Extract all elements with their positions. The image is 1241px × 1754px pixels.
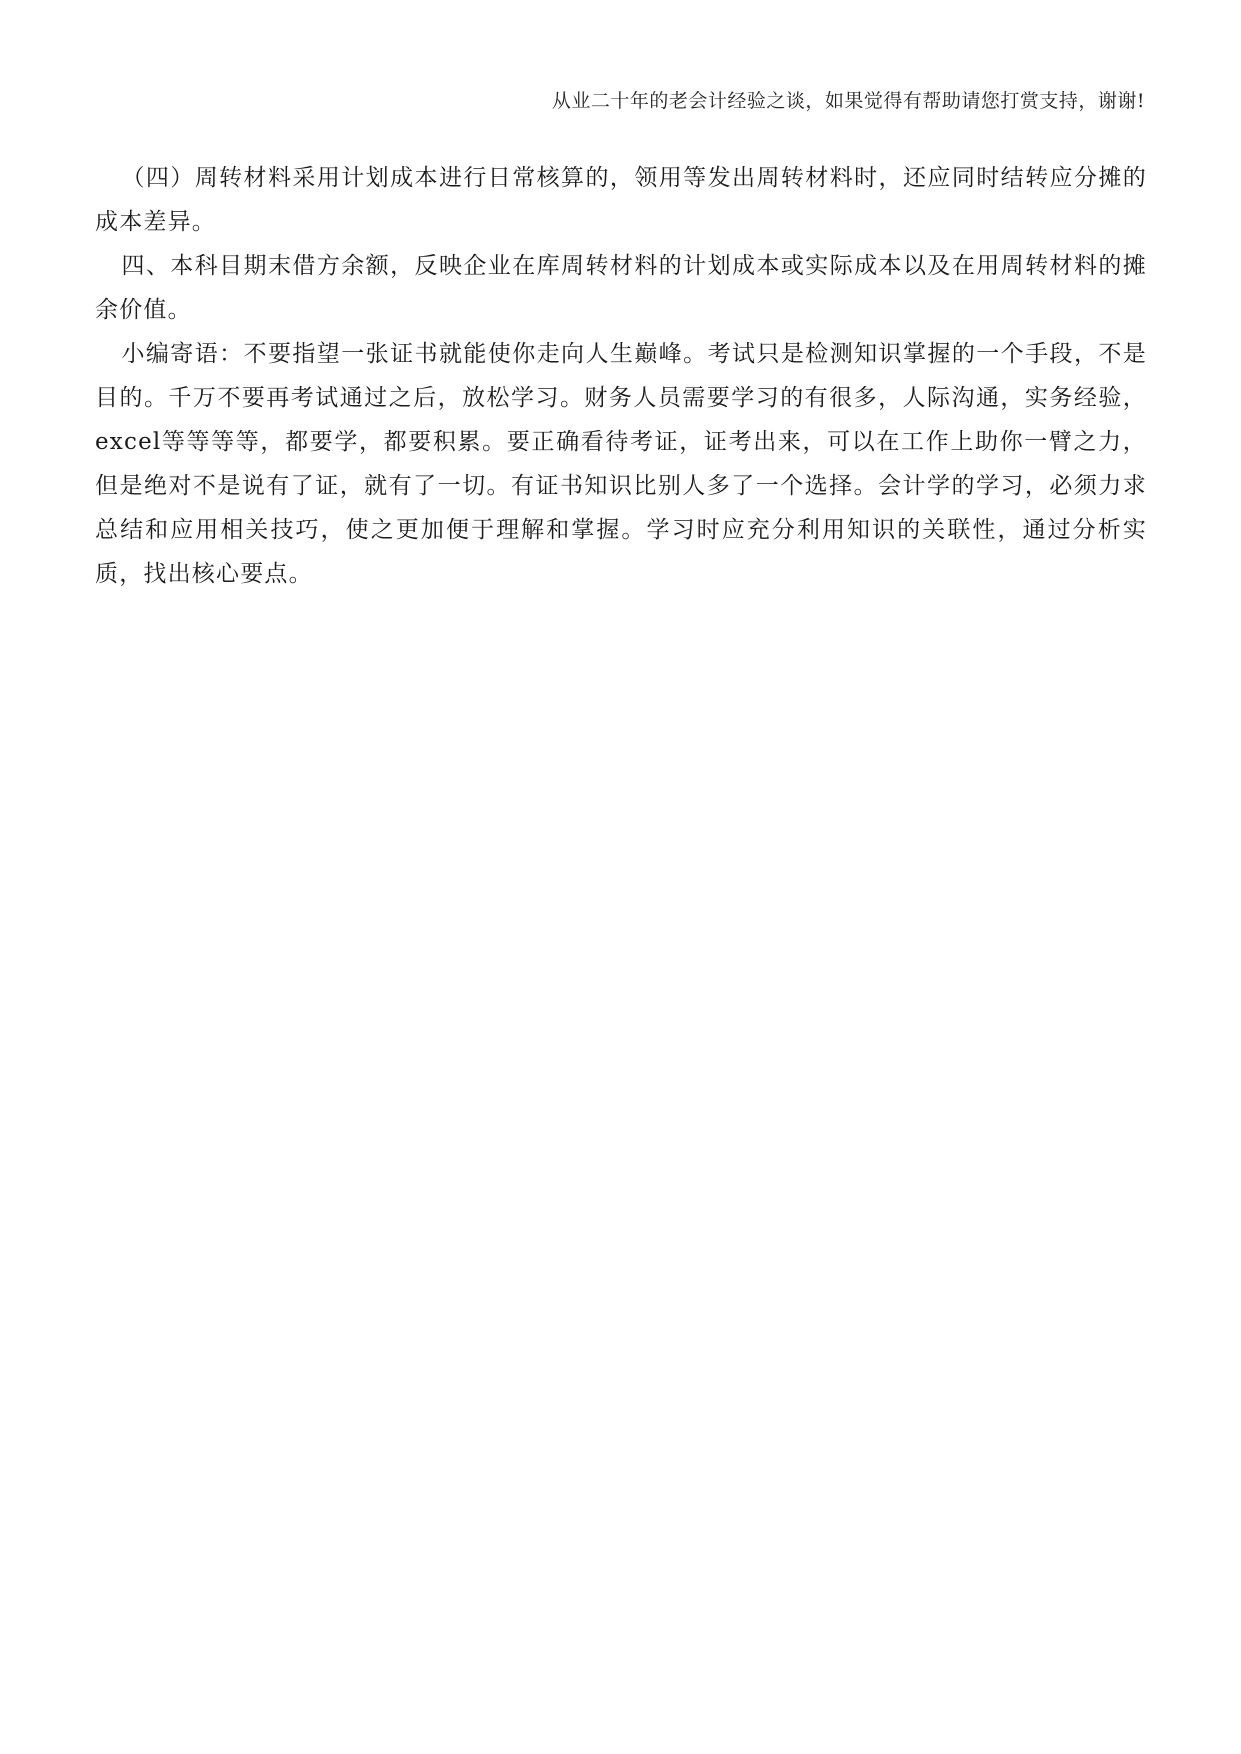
paragraph-editor-note: 小编寄语：不要指望一张证书就能使你走向人生巅峰。考试只是检测知识掌握的一个手段，不是目的。千万不要再考试通过之后，放松学习。财务人员需要学习的有很多，人际沟通，实务经验，excel等等等等，都要学，都要积累。要正确看待考证，证考出来，可以在工作上助你一臂之力，但是绝对不是说有了证，就有了一切。有证书知识比别人多了一个选择。会计学的学习，必须力求总结和应用相关技巧，使之更加便于理解和掌握。学习时应充分利用知识的关联性，通过分析实质，找出核心要点。 bbox=[95, 341, 1147, 587]
paragraph-closing-debit-balance: 四、本科目期末借方余额，反映企业在库周转材料的计划成本或实际成本以及在用周转材料的摊余价值。 bbox=[95, 253, 1147, 323]
paragraph-turnover-material-variance: （四）周转材料采用计划成本进行日常核算的，领用等发出周转材料时，还应同时结转应分摊的成本差异。 bbox=[95, 165, 1147, 235]
header-note: 从业二十年的老会计经验之谈，如果觉得有帮助请您打赏支持，谢谢! bbox=[551, 90, 1145, 112]
document-body bbox=[95, 156, 1147, 596]
